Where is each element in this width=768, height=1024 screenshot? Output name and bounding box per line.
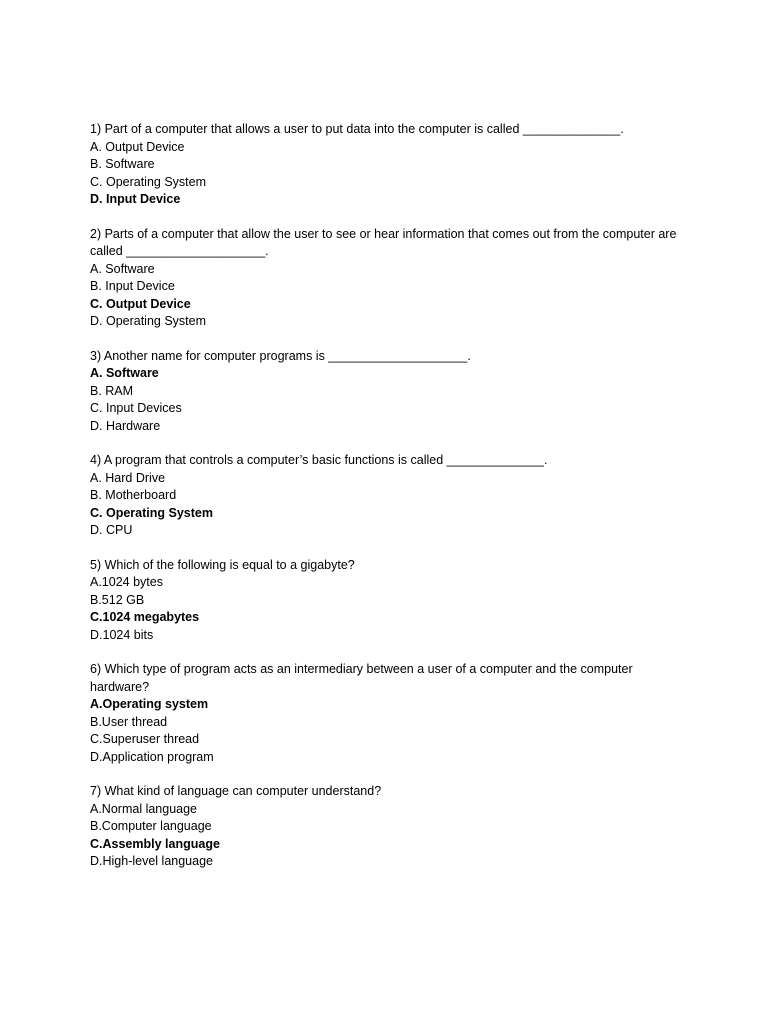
option-b: B.512 GB [90, 592, 145, 607]
question-prompt: 1) Part of a computer that allows a user to put data into the computer is called ______________. [90, 122, 624, 136]
question-5 [90, 557, 690, 645]
question-2 [90, 226, 690, 331]
question-prompt: 7) What kind of language can computer understand? [90, 784, 382, 798]
option-a: A. Output Device [90, 139, 185, 154]
option-d: D. Operating System [90, 314, 207, 328]
question-prompt: 6) Which type of program acts as an intermediary between a user of a computer and the computer hardware? [90, 662, 633, 694]
question-prompt: 3) Another name for computer programs is ____________________. [90, 348, 471, 363]
question-prompt: 4) A program that controls a computer’s basic functions is called ______________. [90, 453, 548, 467]
question-prompt: 2) Parts of a computer that allow the user to see or hear information that comes out from the computer are called ____________________. [90, 226, 677, 258]
option-a-correct: A. Software [90, 366, 159, 380]
question-prompt: 5) Which of the following is equal to a gigabyte? [90, 557, 355, 572]
option-b: B. Input Device [90, 279, 175, 293]
option-d: D.Application program [90, 749, 214, 764]
option-a-correct: A.Operating system [90, 697, 209, 711]
option-b: B.User thread [90, 714, 168, 729]
question-3 [90, 348, 690, 436]
option-a: A.Normal language [90, 801, 198, 816]
option-c-correct: C.Assembly language [90, 836, 220, 851]
option-a: A.1024 bytes [90, 575, 163, 589]
option-d-correct: D. Input Device [90, 192, 181, 206]
option-a: A. Hard Drive [90, 470, 166, 485]
option-d: D. CPU [90, 523, 133, 537]
option-c-correct: C.1024 megabytes [90, 610, 200, 624]
option-c: C. Operating System [90, 174, 207, 189]
option-c-correct: C. Output Device [90, 296, 191, 311]
option-b: B. Software [90, 157, 155, 171]
option-d: D. Hardware [90, 418, 161, 433]
option-b: B. Motherboard [90, 488, 177, 502]
option-b: B.Computer language [90, 819, 212, 833]
option-d: D.High-level language [90, 854, 213, 868]
option-b: B. RAM [90, 383, 134, 398]
question-4 [90, 452, 690, 540]
option-d: D.1024 bits [90, 627, 154, 642]
question-1 [90, 121, 690, 209]
question-7 [90, 783, 690, 871]
option-c: C. Input Devices [90, 401, 182, 415]
option-a: A. Software [90, 261, 155, 276]
option-c-correct: C. Operating System [90, 505, 213, 520]
quiz-document [90, 121, 690, 888]
question-6 [90, 661, 690, 766]
option-c: C.Superuser thread [90, 732, 200, 746]
